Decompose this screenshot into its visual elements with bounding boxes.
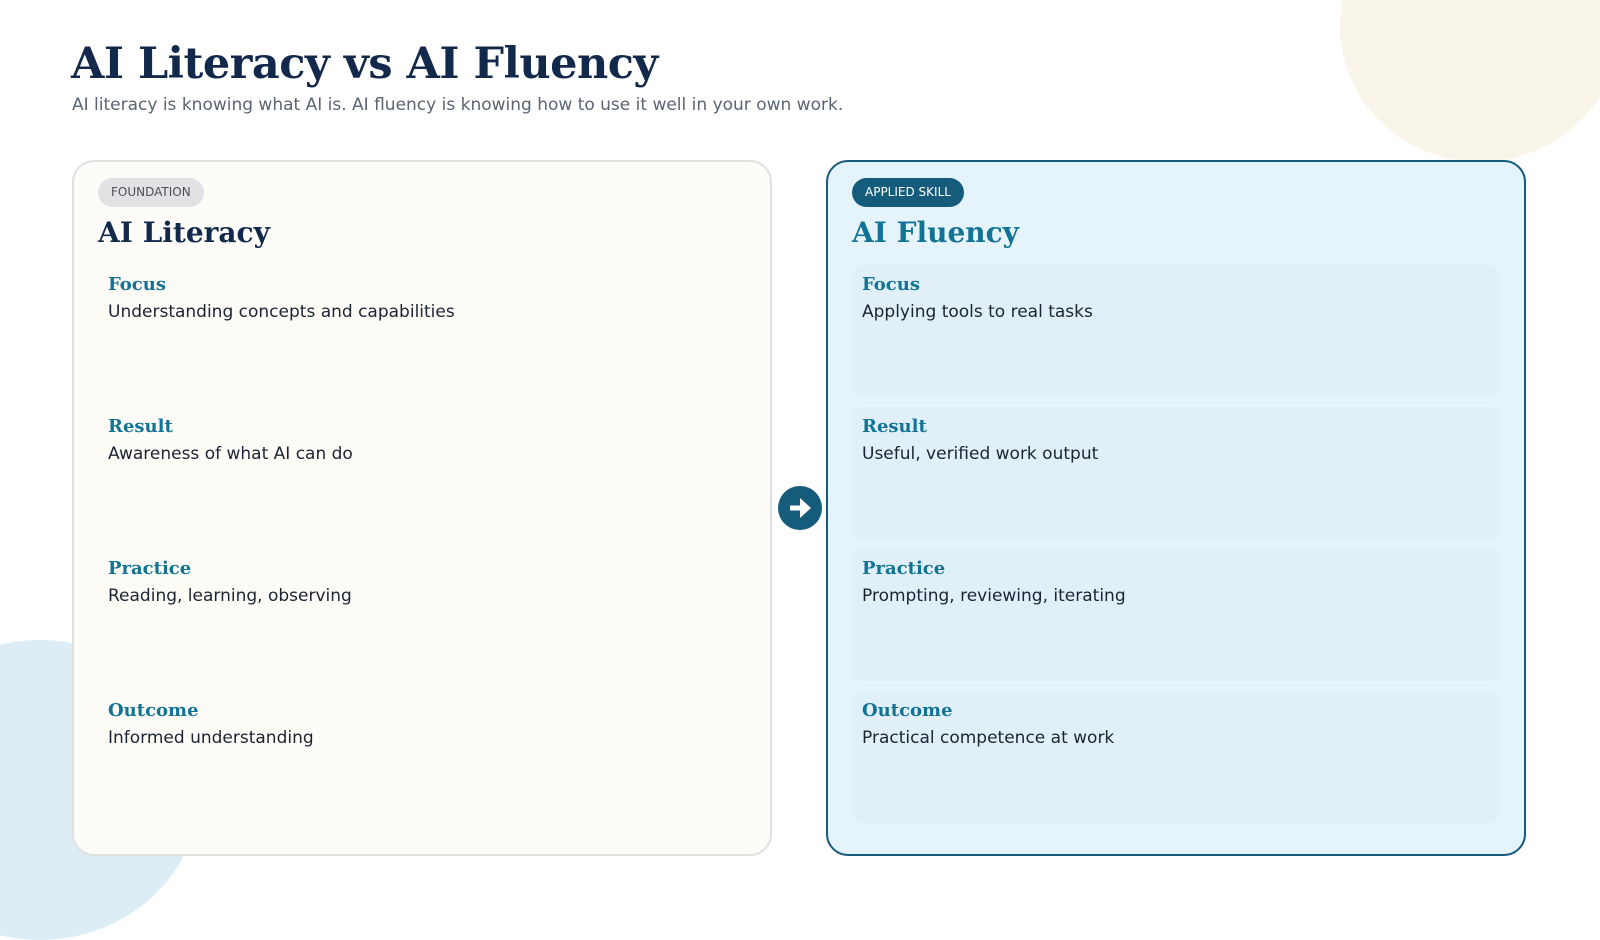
row-label: Outcome: [108, 700, 199, 721]
practice-row: [852, 549, 1500, 681]
row-value: Informed understanding: [108, 728, 314, 748]
arrow-right-icon-graphic: [778, 486, 822, 530]
row-label: Practice: [108, 558, 192, 579]
row-value: Prompting, reviewing, iterating: [862, 586, 1126, 606]
decorative-circle-top-right: [1340, 0, 1600, 162]
focus-row: [852, 265, 1500, 397]
arrow-right-icon: [778, 486, 822, 530]
row-label: Practice: [862, 558, 946, 579]
row-label: Focus: [108, 274, 166, 295]
row-label: Result: [862, 416, 927, 437]
outcome-row: [98, 691, 746, 823]
row-label: Result: [108, 416, 173, 437]
applied-skill-badge: APPLIED SKILL: [852, 178, 964, 207]
result-row: [98, 407, 746, 539]
practice-row: [98, 549, 746, 681]
card-title: AI Literacy: [98, 216, 270, 249]
outcome-row: [852, 691, 1500, 823]
row-value: Practical competence at work: [862, 728, 1115, 748]
row-value: Applying tools to real tasks: [862, 302, 1093, 322]
row-label: Focus: [862, 274, 920, 295]
focus-row: [98, 265, 746, 397]
ai-fluency-card: [826, 160, 1526, 856]
row-value: Awareness of what AI can do: [108, 444, 353, 464]
row-value: Reading, learning, observing: [108, 586, 352, 606]
row-value: Useful, verified work output: [862, 444, 1099, 464]
ai-literacy-card: [72, 160, 772, 856]
result-row: [852, 407, 1500, 539]
row-label: Outcome: [862, 700, 953, 721]
page-title: AI Literacy vs AI Fluency: [71, 39, 658, 89]
foundation-badge: FOUNDATION: [98, 178, 204, 207]
page-subtitle: AI literacy is knowing what AI is. AI fluency is knowing how to use it well in your own work.: [72, 95, 844, 115]
card-title: AI Fluency: [852, 216, 1019, 249]
row-value: Understanding concepts and capabilities: [108, 302, 455, 322]
